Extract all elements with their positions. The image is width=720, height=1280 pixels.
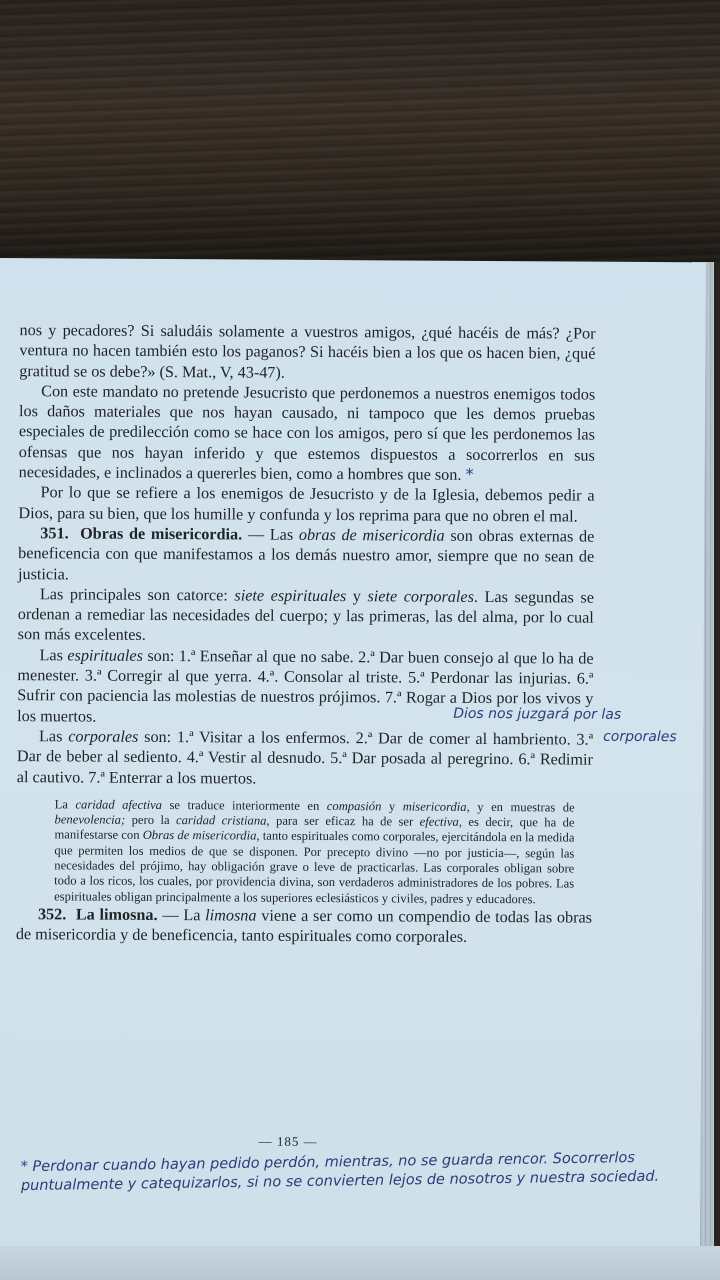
section-351-dash: — Las bbox=[242, 525, 299, 544]
small-text-2: se traduce interiormente en bbox=[161, 797, 327, 813]
section-352-text: viene a ser como un compendio de todas las obras de misericordia y de beneficencia, tanto espirituales como corporales. bbox=[15, 906, 593, 947]
small-term-6: efectiva bbox=[419, 814, 459, 829]
corporales-term: corporales bbox=[68, 727, 139, 746]
principal-term-1: siete espirituales bbox=[234, 586, 347, 605]
section-351-text: son obras externas de beneficencia con que manifestamos a los demás nuestro amor, siempre que no sean de justicia. bbox=[18, 526, 595, 583]
small-term-4: benevolencia; bbox=[54, 812, 126, 827]
small-term-1: caridad afectiva bbox=[75, 797, 163, 812]
paragraph-2 bbox=[19, 381, 596, 486]
paragraph-2-text: Con este mandato no pretende Jesucristo que perdonemos a nuestros enemigos todos los daños materiales que nos hayan causado, ni tampoco que les demos pruebas especiales de predilección como se hace con los amigos, pero sí que les perdonemos las ofensas que nos hayan inferido y que estemos dispuestos a socorrerlos en sus necesidades, e inclinados a quererles bien, como a hombres que son. bbox=[18, 382, 596, 484]
small-term-2: compasión bbox=[326, 798, 382, 814]
section-352-dash: — La bbox=[157, 905, 206, 925]
small-text-1: La bbox=[54, 797, 76, 812]
section-352-number: 352. bbox=[37, 905, 67, 924]
asterisk-mark: * bbox=[465, 464, 474, 484]
small-text-5: pero la bbox=[125, 812, 177, 828]
page-text bbox=[16, 320, 596, 948]
small-text-3: y bbox=[381, 799, 403, 814]
principal-term-2: siete corporales bbox=[367, 587, 474, 606]
espirituales-list: son: 1.ª Enseñar al que no sabe. 2.ª Dar buen consejo al que lo ha de menester. 3.ª Corregir al que yerra. 4.ª. Consolar al triste. 5.ª Perdonar las injurias. 6.ª Sufrir con paciencia las molestias de nuestros prójimos. 7.ª Rogar a Dios por los vivos y los muertos. bbox=[17, 646, 594, 726]
small-term-7: Obras de misericordia bbox=[142, 828, 257, 843]
lower-page-strip bbox=[0, 1246, 720, 1280]
handwritten-margin-line-2: corporales bbox=[603, 728, 677, 746]
section-351-title: Obras de misericordia. bbox=[80, 524, 243, 544]
corporales-text-a: Las bbox=[39, 727, 69, 746]
principal-text-b: y bbox=[346, 586, 368, 606]
section-351-intro bbox=[18, 523, 594, 587]
small-text-6: , para ser eficaz ha de ser bbox=[266, 813, 420, 829]
small-term-3: misericordia bbox=[402, 799, 467, 814]
corporales-list: son: 1.ª Visitar a los enfermos. 2.ª Dar de comer al hambriento. 3.ª Dar de beber al sediento. 4.ª Vestir al desnudo. 5.ª Dar posada al peregrino. 6.ª Redimir al cautivo. 7.ª Enterrar a los muertos. bbox=[16, 727, 594, 788]
handwritten-margin-line-1: Dios nos juzgará por las bbox=[453, 705, 622, 723]
page-number: — 185 — bbox=[258, 1133, 318, 1149]
small-text-8: , tanto espirituales como corporales, ejercitándola en la medida que permiten los medios de que se disponen. Por precepto divino —no por justicia—, según las necesidades del prójimo, hay obligación grave o leve de practicarlas. Las corporales obligan sobre todo a los ricos, los cuales, por providencia divina, son verdaderos administradores de los pobres. Las espirituales obligan principalmente a los superiores eclesiásticos y civiles, padres y educadores. bbox=[54, 828, 575, 906]
section-352-title: La limosna. bbox=[75, 905, 158, 924]
handwritten-bottom-note: * Perdonar cuando hayan pedido perdón, mientras, no se guarda rencor. Socorrerlos puntualmente y catequizarlos, si no se convierten lejos de nosotros y nuestra sociedad. bbox=[20, 1150, 660, 1195]
small-text-4: , y en muestras de bbox=[466, 799, 575, 815]
small-text-7: , es decir, que ha de manifestarse con bbox=[54, 814, 575, 843]
section-351-principal bbox=[18, 584, 594, 648]
espirituales-text-a: Las bbox=[39, 645, 68, 665]
book-page bbox=[0, 258, 706, 1250]
principal-text-c: . Las segundas se ordenan a remediar las necesidades del cuerpo; y las primeras, las del alma, por lo cual son más excelentes. bbox=[17, 587, 594, 645]
section-352 bbox=[16, 904, 592, 948]
section-351-term: obras de misericordia bbox=[298, 525, 445, 545]
small-term-5: caridad cristiana bbox=[175, 813, 267, 828]
small-print-note bbox=[54, 797, 575, 907]
principal-text-a: Las principales son catorce: bbox=[39, 585, 235, 605]
paragraph-3: Por lo que se refiere a los enemigos de Jesucristo y de la Iglesia, debemos pedir a Dios, para su bien, que los humille y confunda y los reprima para que no obren el mal. bbox=[18, 483, 595, 526]
section-351-number: 351. bbox=[40, 524, 69, 543]
espirituales-term: espirituales bbox=[67, 646, 143, 665]
section-352-term: limosna bbox=[205, 906, 257, 925]
wooden-table-background bbox=[0, 0, 720, 262]
paragraph-1: nos y pecadores? Si saludáis solamente a vuestros amigos, ¿qué hacéis de más? ¿Por ventura no hacen también esto los paganos? Si hacéis bien a los que os hacen bien, ¿qué gratitud se os debe?» (S. Mat., V, 43-47). bbox=[19, 321, 596, 382]
section-351-corporales bbox=[17, 726, 593, 790]
